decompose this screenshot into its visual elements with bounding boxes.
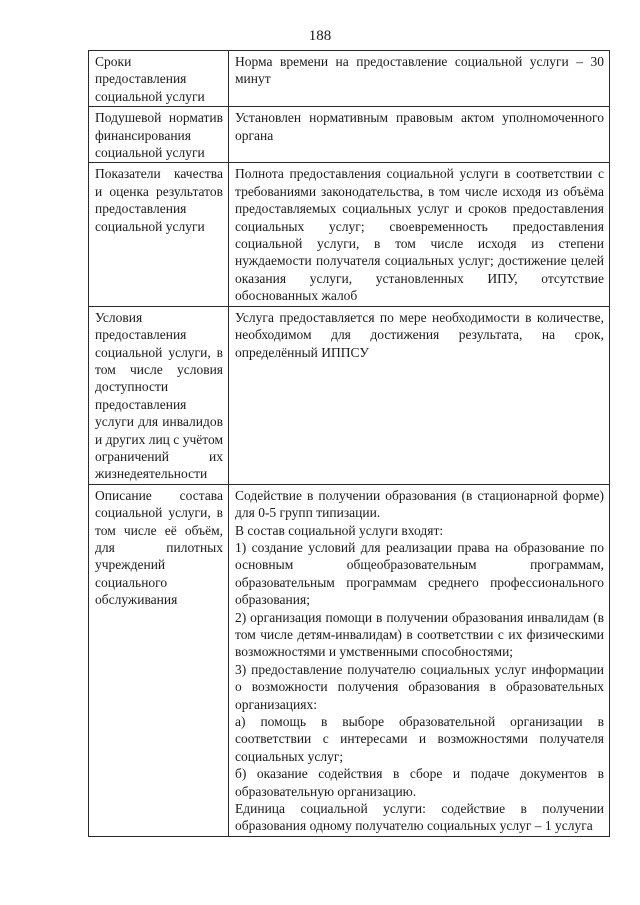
paragraph: В состав социальной услуги входят: [235,522,444,538]
row-label: Условия предоставления социальной услуги, в том числе условия доступности предоставления услуги для инвалидов и других лиц с учётом ограничений их жизнедеятельности [89,306,229,484]
row-content [229,306,610,484]
table-row [89,107,610,163]
paragraph: Услуга предоставляется по мере необходимости в количестве, необходимом для достижения результата, на срок, определённый ИППСУ [235,309,604,360]
paragraph: Установлен нормативным правовым актом уполномоченного органа [235,110,604,143]
table-row [89,51,610,107]
table-row [89,163,610,306]
row-label: Сроки предоставления социальной услуги [89,51,229,107]
list-item: а) помощь в выборе образовательной организации в соответствии с интересами и возможностями получателя социальных услуг; [235,714,604,764]
row-label: Подушевой норматив финансирования социальной услуги [89,107,229,163]
paragraph: Содействие в получении образования (в стационарной форме) для 0-5 групп типизации. [235,487,604,521]
paragraph: Норма времени на предоставление социальной услуги – 30 минут [235,54,604,87]
row-content [229,484,610,836]
table-row [89,306,610,484]
page-number: 188 [308,28,332,44]
table-row [89,484,610,836]
paragraph: Единица социальной услуги: содействие в получении образования одному получателю социальных услуг – 1 услуга [235,801,604,834]
row-label: Показатели качества и оценка результатов предоставления социальной услуги [89,163,229,306]
row-content [229,163,610,306]
paragraph: Полнота предоставления социальной услуги в соответствии с требованиями законодательства, в том числе исходя из объёма предоставляемых социальных услуг и сроков предоставления социальных услуг; своевременность предоставления социальной услуги, в том числе исходя из степени нуждаемости получателя социальных услуг; достижение целей оказания услуги, установленных ИПУ, отсутствие обоснованных жалоб [235,166,604,304]
row-label: Описание состава социальной услуги, в том числе её объём, для пилотных учреждений социального обслуживания [89,484,229,836]
list-item: 3) предоставление получателю социальных услуг информации о возможности получения образования в образовательных организациях: [235,661,604,712]
service-table [88,50,610,837]
list-item: 1) создание условий для реализации права на образование по основным общеобразовательным программам, образовательным программам среднего профессионального образования; [235,539,604,608]
list-item: б) оказание содействия в сборе и подаче документов в образовательную организацию. [235,766,604,799]
list-item: 2) организация помощи в получении образования инвалидам (в том числе детям-инвалидам) в соответствии с их физическими возможностями и умственными способностями; [235,609,604,660]
row-content [229,107,610,163]
row-content [229,51,610,107]
